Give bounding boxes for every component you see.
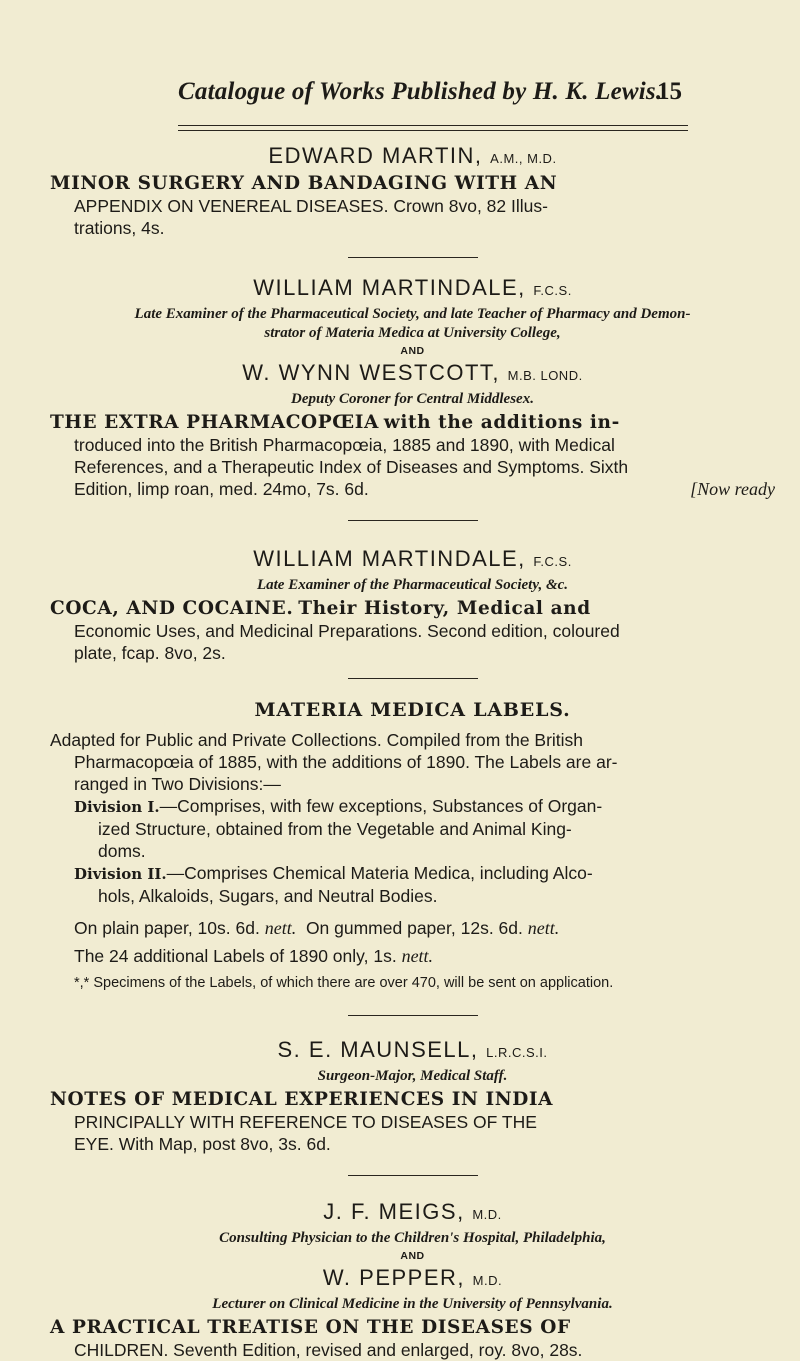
and-divider: AND — [400, 1250, 425, 1262]
book-title: A PRACTICAL TREATISE ON THE DISEASES OF — [50, 1317, 571, 1338]
author-name: WILLIAM MARTINDALE, F.C.S. — [253, 546, 572, 571]
entry-coca-cocaine — [50, 545, 775, 664]
author-name: EDWARD MARTIN, A.M., M.D. — [268, 143, 557, 168]
author-affiliation: Late Examiner of the Pharmaceutical Society, and late Teacher of Pharmacy and Demon- strator of Materia Medica at University College, — [134, 306, 691, 341]
book-title: THE EXTRA PHARMACOPŒIA — [50, 412, 379, 433]
entry-martin — [50, 142, 775, 239]
entry-meigs-pepper — [50, 1198, 775, 1361]
entry-text: COCA, AND COCAINE. Their History, Medical and Economic Uses, and Medicinal Preparations. Second edition, coloured plate, fcap. 8vo, 2s. — [50, 598, 620, 663]
page-number: 15 — [657, 78, 682, 105]
price-line: On plain paper, 10s. 6d. nett. On gummed paper, 12s. 6d. nett. — [74, 918, 560, 938]
author-affiliation: Surgeon-Major, Medical Staff. — [317, 1068, 508, 1084]
entry-materia-medica-labels — [50, 697, 775, 993]
specimens-note: *,* Specimens of the Labels, of which there are over 470, will be sent on application. — [74, 975, 614, 991]
separator-rule — [348, 257, 478, 258]
book-title: MINOR SURGERY AND BANDAGING WITH AN — [50, 173, 558, 194]
entry-text: NOTES OF MEDICAL EXPERIENCES IN INDIA PRINCIPALLY WITH REFERENCE TO DISEASES OF THE EYE. With Map, post 8vo, 3s. 6d. — [50, 1089, 554, 1154]
running-head — [0, 78, 800, 118]
author-name: W. WYNN WESTCOTT, M.B. LOND. — [242, 360, 583, 385]
price-line: The 24 additional Labels of 1890 only, 1s. nett. — [74, 946, 434, 966]
book-title: NOTES OF MEDICAL EXPERIENCES IN INDIA — [50, 1089, 554, 1110]
author-affiliation: Deputy Coroner for Central Middlesex. — [291, 391, 534, 407]
running-head-title: Catalogue of Works Published by H. K. Lewis. — [178, 78, 663, 105]
separator-rule — [348, 520, 478, 521]
entry-text: MINOR SURGERY AND BANDAGING WITH AN APPENDIX ON VENEREAL DISEASES. Crown 8vo, 82 Illus- trations, 4s. — [50, 173, 558, 238]
entry-maunsell — [50, 1036, 775, 1155]
entry-text: A PRACTICAL TREATISE ON THE DISEASES OF CHILDREN. Seventh Edition, revised and enlarged, roy. 8vo, 28s. — [50, 1317, 583, 1360]
division-one: Division I.—Comprises, with few exceptions, Substances of Organ- ized Structure, obtained from the Vegetable and Animal King- doms. — [74, 796, 603, 861]
entry-extra-pharmacopoeia — [50, 274, 775, 500]
author-name: J. F. MEIGS, M.D. — [323, 1199, 502, 1224]
book-title: MATERIA MEDICA LABELS. — [254, 699, 571, 721]
author-affiliation: Late Examiner of the Pharmaceutical Society, &c. — [256, 577, 569, 593]
separator-rule — [348, 1175, 478, 1176]
and-divider: AND — [400, 345, 425, 357]
entry-text: THE EXTRA PHARMACOPŒIA with the additions in- troduced into the British Pharmacopœia, 1885 and 1890, with Medical References, and a Therapeutic Index of Diseases and Symptoms. Sixth Edition, limp roan, med. 24mo, 7s. 6d. [Now ready — [50, 412, 775, 499]
author-affiliation: Lecturer on Clinical Medicine in the University of Pennsylvania. — [212, 1296, 613, 1312]
entry-text: Adapted for Public and Private Collections. Compiled from the British Pharmacopœia of 1885, with the additions of 1890. The Labels are ar- ranged in Two Divisions:— — [50, 730, 618, 794]
division-two: Division II.—Comprises Chemical Materia Medica, including Alco- hols, Alkaloids, Sugars, and Neutral Bodies. — [74, 863, 593, 906]
header-double-rule — [178, 125, 688, 131]
separator-rule — [348, 678, 478, 679]
author-name: W. PEPPER, M.D. — [322, 1265, 503, 1290]
availability-note: [Now ready — [690, 479, 775, 499]
author-name: WILLIAM MARTINDALE, F.C.S. — [253, 275, 572, 300]
catalogue-content — [50, 142, 775, 1361]
separator-rule — [348, 1015, 478, 1016]
author-name: S. E. MAUNSELL, L.R.C.S.I. — [277, 1037, 548, 1062]
author-affiliation: Consulting Physician to the Children's Hospital, Philadelphia, — [219, 1230, 606, 1246]
book-title: COCA, AND COCAINE. — [50, 598, 294, 619]
